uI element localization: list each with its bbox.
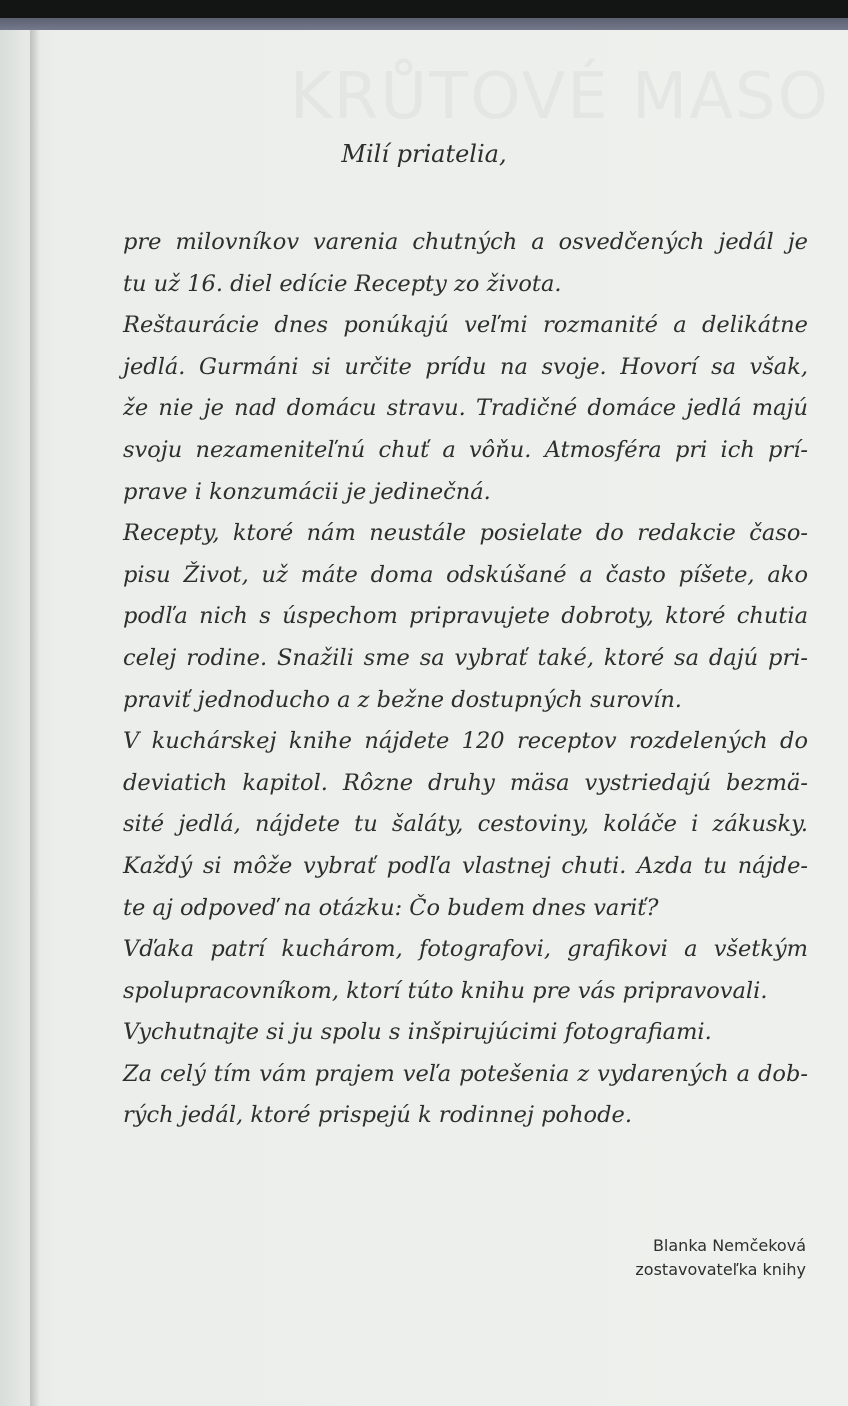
body-line: V kuchárskej knihe nájdete 120 receptov rozdelených do (123, 728, 808, 755)
author-name: Blanka Nemčeková (652, 1236, 806, 1255)
greeting-heading: Milí priatelia, (341, 140, 507, 168)
body-line: spolupracovníkom, ktorí túto knihu pre vás pripravovali. (123, 977, 768, 1004)
body-line: Každý si môže vybrať podľa vlastnej chuti. Azda tu nájde- (123, 852, 808, 879)
body-line: rých jedál, ktoré prispejú k rodinnej pohode. (123, 1102, 632, 1129)
body-line: podľa nich s úspechom pripravujete dobroty, ktoré chutia (123, 603, 808, 630)
body-line: Recepty, ktoré nám neustále posielate do redakcie časo- (123, 520, 808, 547)
body-line: svoju nezameniteľnú chuť a vôňu. Atmosféra pri ich prí- (123, 436, 808, 463)
body-line: jedlá. Gurmáni si určite prídu na svoje. Hovorí sa však, (123, 353, 808, 380)
body-line: te aj odpoveď na otázku: Čo budem dnes variť? (123, 894, 659, 921)
page-gutter-shadow (30, 30, 40, 1406)
body-line: Za celý tím vám prajem veľa potešenia z vydarených a dob- (123, 1060, 808, 1087)
body-line: Vďaka patrí kuchárom, fotografovi, grafikovi a všetkým (123, 936, 808, 963)
body-line: Vychutnajte si ju spolu s inšpirujúcimi fotografiami. (123, 1019, 712, 1046)
body-line: sité jedlá, nájdete tu šaláty, cestoviny, koláče i zákusky. (123, 811, 808, 838)
body-line: tu už 16. diel edície Recepty zo života. (123, 270, 562, 297)
body-line: pre milovníkov varenia chutných a osvedčených jedál je (123, 229, 808, 255)
body-line: celej rodine. Snažili sme sa vybrať také, ktoré sa dajú pri- (123, 644, 808, 671)
signature-block (635, 1234, 806, 1282)
body-line: praviť jednoducho a z bežne dostupných surovín. (123, 686, 682, 713)
body-line: že nie je nad domácu stravu. Tradičné domáce jedlá majú (123, 395, 808, 422)
author-role: zostavovateľka knihy (635, 1260, 806, 1279)
letter-body (123, 222, 808, 1137)
body-line: deviatich kapitol. Rôzne druhy mäsa vystriedajú bezmä- (123, 769, 808, 796)
body-line: Reštaurácie dnes ponúkajú veľmi rozmanité a delikátne (123, 312, 808, 339)
bleed-through-text: KRŮTOVÉ MASO (289, 60, 830, 134)
body-line: pisu Život, už máte doma odskúšané a často píšete, ako (123, 561, 808, 588)
body-line: prave i konzumácii je jedinečná. (123, 478, 491, 505)
